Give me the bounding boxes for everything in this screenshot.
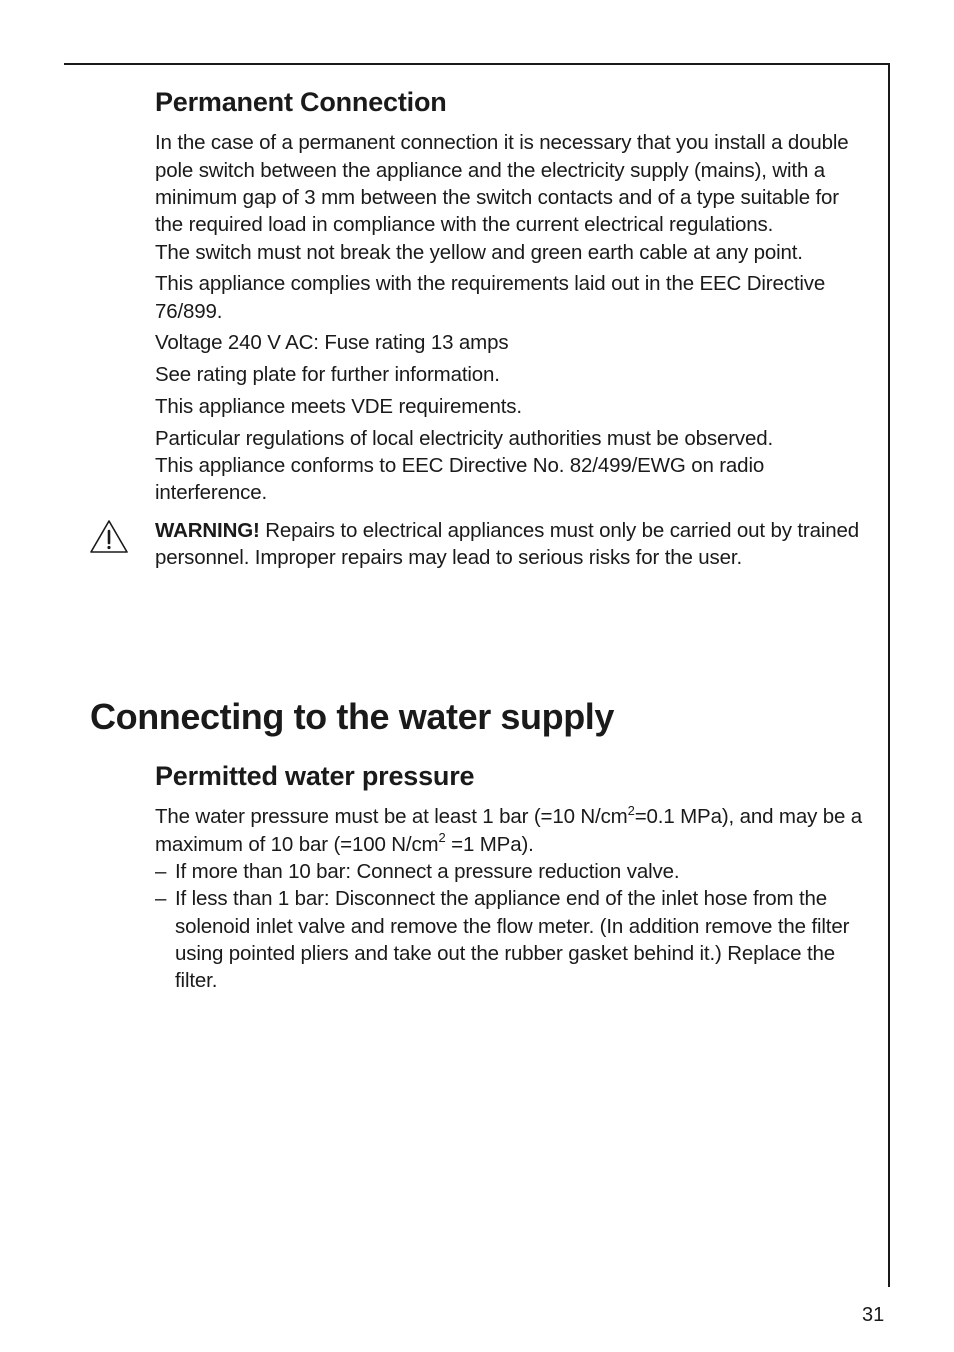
eec-directive-paragraph: This appliance complies with the requirements laid out in the EEC Directive 76/899. bbox=[155, 272, 826, 323]
warning-block bbox=[155, 517, 871, 572]
side-rule bbox=[888, 63, 890, 1287]
list-item-text: If more than 10 bar: Connect a pressure reduction valve. bbox=[175, 859, 680, 883]
permanent-connection-heading: Permanent Connection bbox=[155, 87, 447, 117]
warning-triangle-icon bbox=[89, 519, 129, 555]
top-rule bbox=[64, 63, 890, 65]
dash-marker: – bbox=[155, 887, 167, 911]
warning-label: WARNING! bbox=[155, 518, 260, 542]
permanent-connection-paragraph: In the case of a permanent connection it is necessary that you install a double pole switch between the appliance and the electricity supply (mains), with a minimum gap of 3 mm between the switch contacts and of a type suitable for the required load in compliance with the current electrical regulations. bbox=[155, 131, 849, 237]
water-pressure-heading: Permitted water pressure bbox=[155, 761, 475, 791]
earth-cable-paragraph: The switch must not break the yellow and green earth cable at any point. bbox=[155, 240, 803, 264]
superscript-2: 2 bbox=[627, 802, 635, 818]
rating-plate-paragraph: See rating plate for further information. bbox=[155, 363, 500, 387]
vde-paragraph: This appliance meets VDE requirements. bbox=[155, 395, 522, 419]
pressure-text-a: The water pressure must be at least 1 bar (=10 N/cm bbox=[155, 805, 628, 829]
list-item bbox=[155, 885, 871, 994]
pressure-text-b: =0.1 MPa), and may be a maximum of 10 bar (=100 N/cm bbox=[155, 805, 863, 856]
warning-paragraph bbox=[155, 517, 871, 572]
superscript-2: 2 bbox=[438, 829, 446, 845]
water-pressure-paragraph bbox=[155, 803, 871, 858]
voltage-paragraph: Voltage 240 V AC: Fuse rating 13 amps bbox=[155, 331, 509, 355]
pressure-text-c: =1 MPa). bbox=[445, 832, 534, 856]
radio-interference-paragraph: This appliance conforms to EEC Directive No. 82/499/EWG on radio interference. bbox=[155, 454, 765, 505]
water-supply-heading: Connecting to the water supply bbox=[90, 696, 615, 737]
page-number: 31 bbox=[862, 1304, 885, 1326]
dash-marker: – bbox=[155, 859, 167, 883]
local-regulations-paragraph: Particular regulations of local electricity authorities must be observed. bbox=[155, 426, 774, 450]
list-item bbox=[155, 858, 871, 885]
list-item-text: If less than 1 bar: Disconnect the appliance end of the inlet hose from the solenoid inlet valve and remove the flow meter. (In addition remove the filter using pointed pliers and take out the rubber gasket behind it.) Replace the filter. bbox=[175, 887, 850, 993]
water-pressure-section bbox=[155, 760, 871, 994]
warning-text: Repairs to electrical appliances must only be carried out by trained personnel. Improper repairs may lead to serious risks for the user. bbox=[155, 518, 859, 570]
permanent-connection-section bbox=[155, 86, 871, 571]
